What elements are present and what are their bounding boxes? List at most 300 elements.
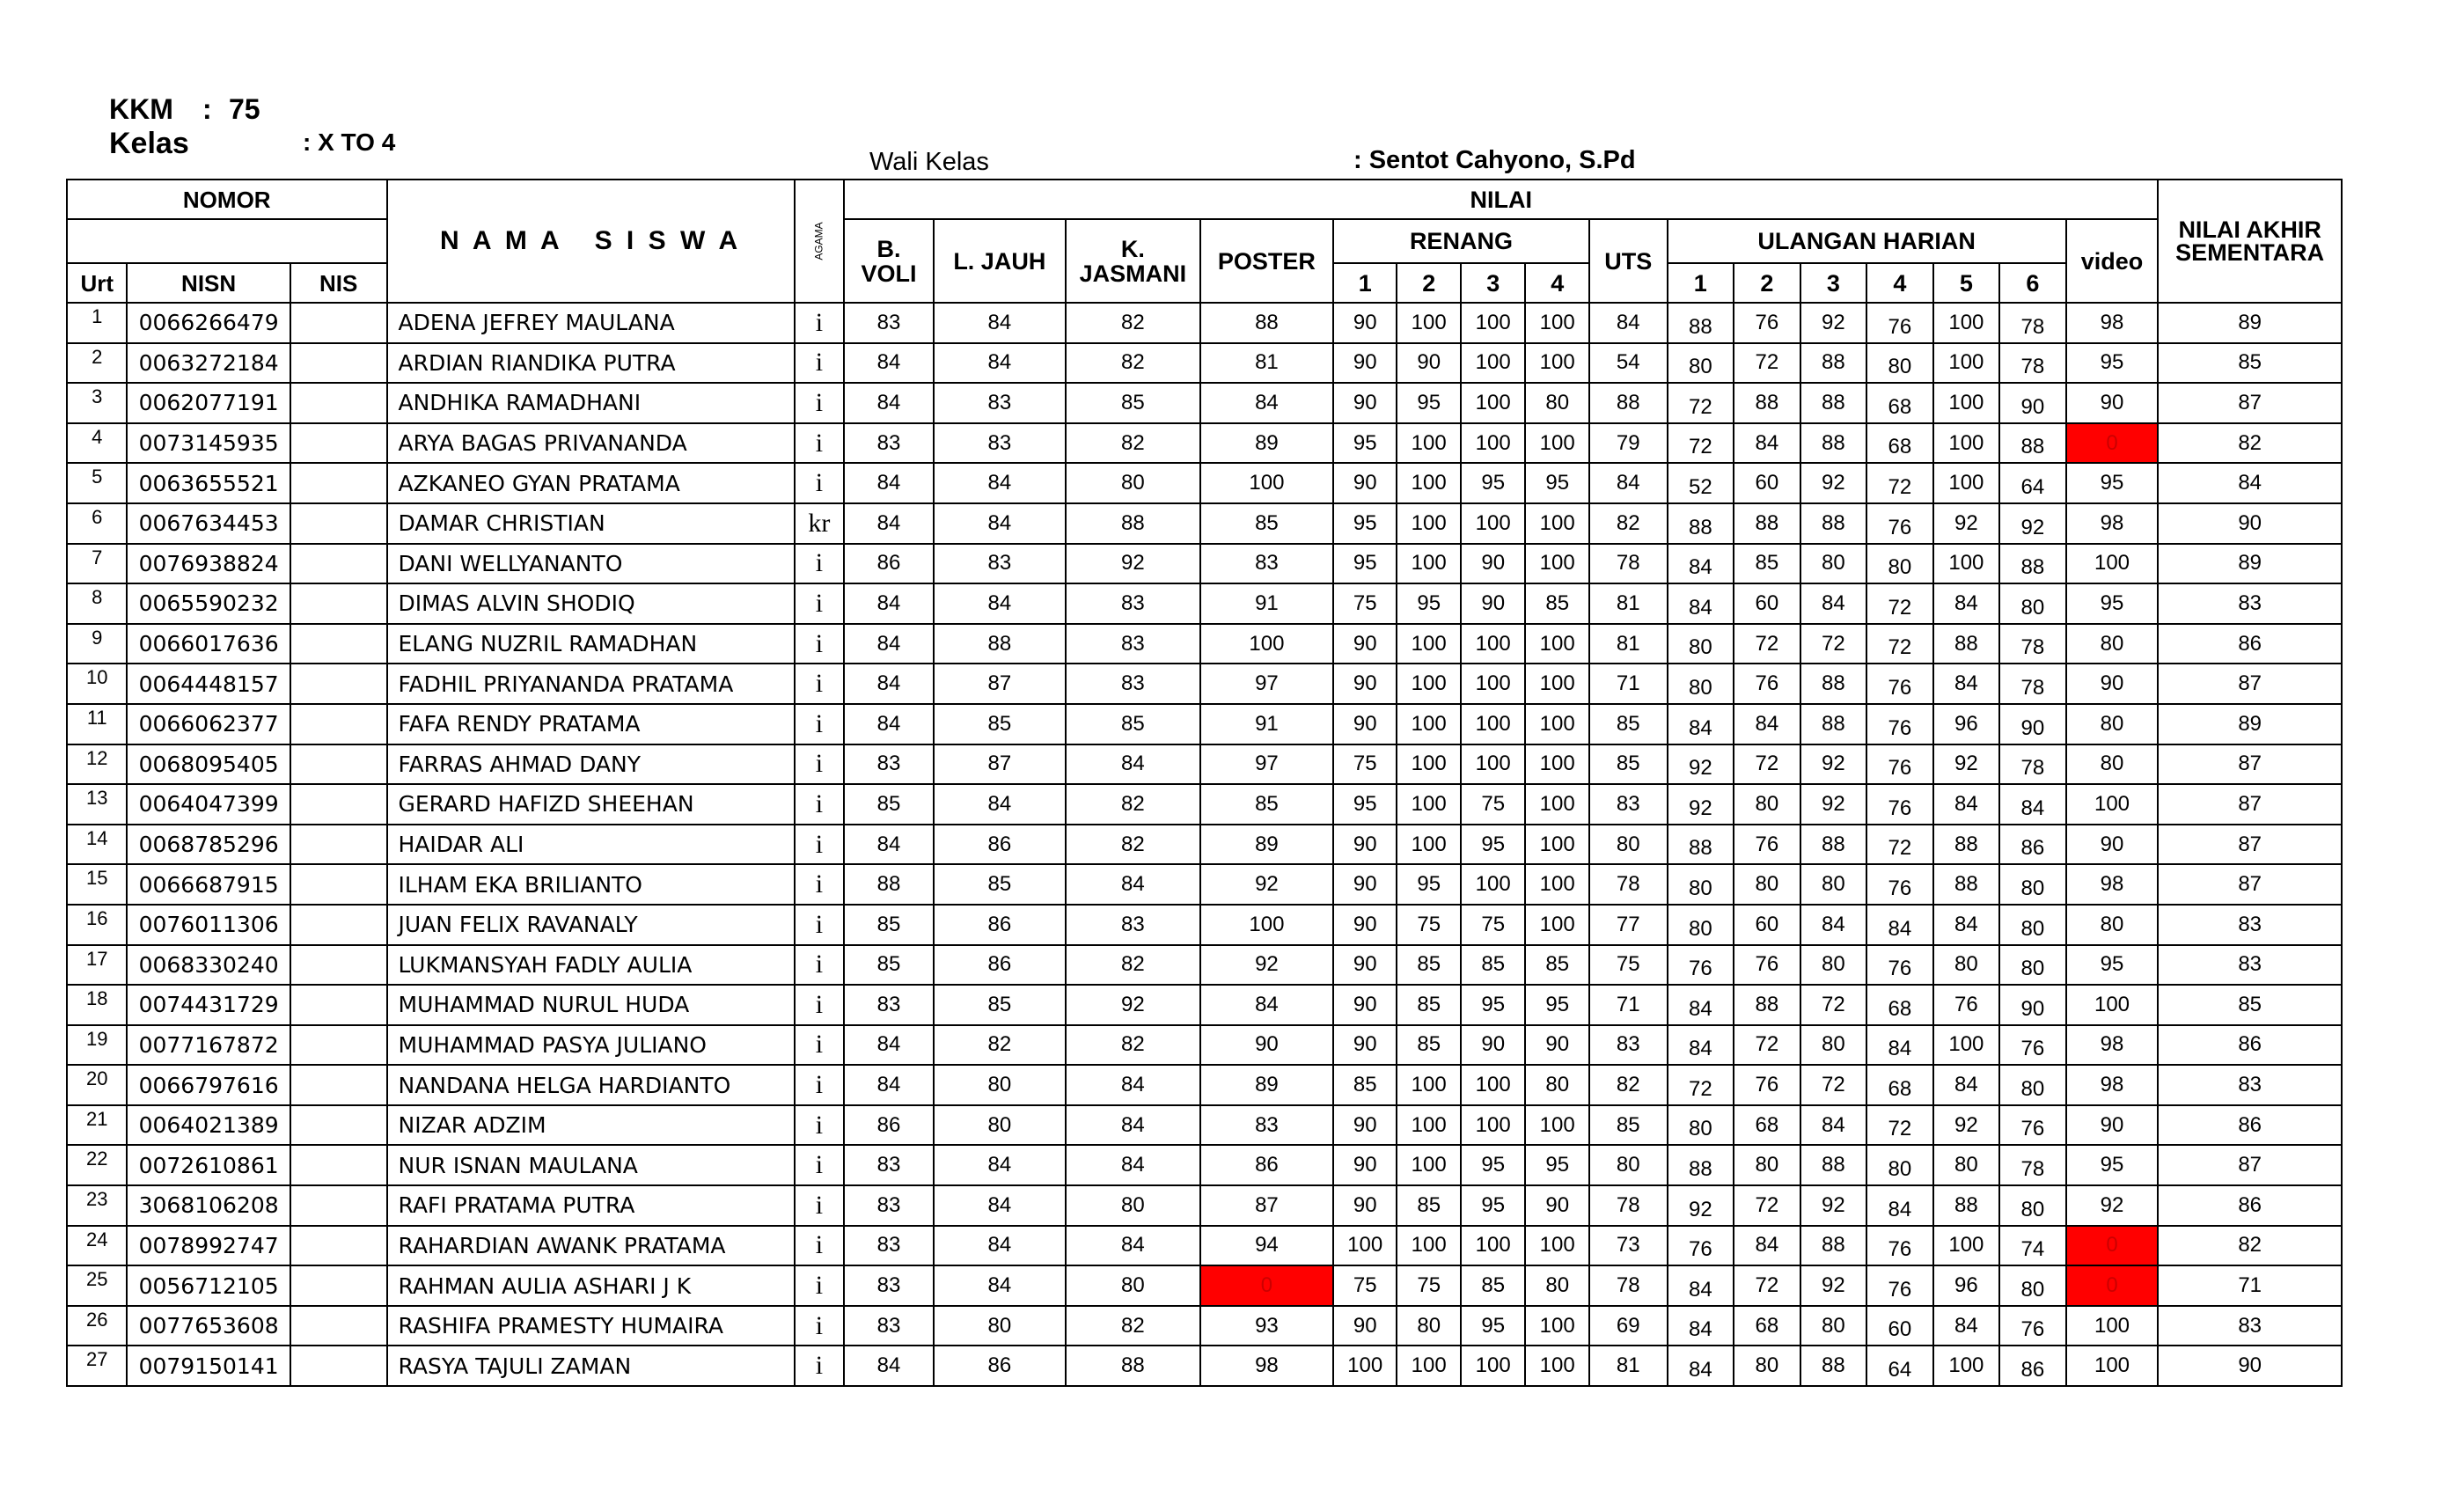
- b-voli-score: 85: [844, 945, 934, 986]
- uts-score: 84: [1589, 463, 1668, 503]
- nis-cell: [290, 825, 387, 865]
- k-jasmani-score: 82: [1066, 945, 1200, 986]
- ulangan-5-score: 88: [1933, 1185, 2000, 1226]
- video-score: 80: [2066, 744, 2159, 785]
- uts-score: 83: [1589, 784, 1668, 825]
- ulangan-3-score: 80: [1800, 544, 1867, 584]
- renang-4-score: 100: [1525, 1226, 1589, 1266]
- ulangan-4-score: 76: [1866, 1265, 1933, 1306]
- uts-score: 81: [1589, 624, 1668, 664]
- b-voli-line-2: VOLI: [861, 260, 917, 287]
- agama-cell: i: [795, 1145, 844, 1185]
- ulangan-3-score: 84: [1800, 583, 1867, 624]
- poster-score: 97: [1200, 664, 1333, 704]
- nisn-cell: 0064448157: [127, 664, 290, 704]
- nama-siswa-cell: FARRAS AHMAD DANY: [387, 744, 795, 785]
- renang-4-score: 100: [1525, 1306, 1589, 1346]
- nama-siswa-cell: RAHMAN AULIA ASHARI J K: [387, 1265, 795, 1306]
- ulangan-5-score: 100: [1933, 463, 2000, 503]
- ulangan-5-score: 80: [1933, 1145, 2000, 1185]
- nilai-akhir-score: 83: [2158, 905, 2342, 945]
- renang-2-score: 100: [1397, 704, 1461, 744]
- urt-cell: 12: [67, 744, 127, 785]
- ulangan-1-score: 84: [1668, 985, 1734, 1025]
- poster-score: 91: [1200, 704, 1333, 744]
- ulangan-4-score: 68: [1866, 383, 1933, 423]
- nilai-akhir-score: 83: [2158, 1065, 2342, 1105]
- table-row: [67, 583, 2342, 624]
- agama-cell: i: [795, 1226, 844, 1266]
- nis-cell: [290, 303, 387, 343]
- ulangan-3-score: 88: [1800, 1226, 1867, 1266]
- b-voli-score: 86: [844, 1105, 934, 1146]
- poster-score: 94: [1200, 1226, 1333, 1266]
- renang-2-score: 95: [1397, 383, 1461, 423]
- b-voli-score: 84: [844, 825, 934, 865]
- agama-cell: i: [795, 1265, 844, 1306]
- renang-sub-header: 2: [1397, 263, 1461, 303]
- ulangan-3-score: 88: [1800, 825, 1867, 865]
- ulangan-4-score: 68: [1866, 423, 1933, 464]
- renang-4-score: 100: [1525, 1346, 1589, 1386]
- renang-2-score: 75: [1397, 905, 1461, 945]
- urt-cell: 26: [67, 1306, 127, 1346]
- renang-2-score: 100: [1397, 1065, 1461, 1105]
- renang-3-score: 95: [1461, 825, 1526, 865]
- ulangan-5-score: 92: [1933, 1105, 2000, 1146]
- ulangan-2-score: 88: [1734, 985, 1800, 1025]
- b-voli-score: 83: [844, 985, 934, 1025]
- agama-cell: i: [795, 423, 844, 464]
- renang-1-score: 90: [1333, 343, 1397, 384]
- urt-cell: 23: [67, 1185, 127, 1226]
- renang-3-score: 85: [1461, 945, 1526, 986]
- renang-4-score: 100: [1525, 905, 1589, 945]
- ulangan-1-score: 80: [1668, 624, 1734, 664]
- k-jasmani-score: 82: [1066, 784, 1200, 825]
- renang-2-score: 100: [1397, 744, 1461, 785]
- renang-sub-header: 4: [1525, 263, 1589, 303]
- table-row: [67, 704, 2342, 744]
- ulangan-2-score: 85: [1734, 544, 1800, 584]
- agama-cell: i: [795, 864, 844, 905]
- ulangan-3-score: 72: [1800, 624, 1867, 664]
- nilai-akhir-score: 84: [2158, 463, 2342, 503]
- nis-cell: [290, 1025, 387, 1066]
- uts-header: UTS: [1589, 219, 1668, 303]
- ulangan-2-score: 72: [1734, 1025, 1800, 1066]
- table-row: [67, 423, 2342, 464]
- ulangan-6-score: 78: [1999, 1145, 2066, 1185]
- ulangan-1-score: 84: [1668, 1265, 1734, 1306]
- poster-score: 100: [1200, 463, 1333, 503]
- renang-1-score: 90: [1333, 664, 1397, 704]
- ulangan-1-score: 72: [1668, 1065, 1734, 1105]
- renang-1-score: 85: [1333, 1065, 1397, 1105]
- poster-score: 85: [1200, 784, 1333, 825]
- nama-siswa-cell: NIZAR ADZIM: [387, 1105, 795, 1146]
- ulangan-5-score: 84: [1933, 664, 2000, 704]
- urt-cell: 22: [67, 1145, 127, 1185]
- renang-1-score: 100: [1333, 1226, 1397, 1266]
- ulangan-4-score: 84: [1866, 1025, 1933, 1066]
- ulangan-6-score: 80: [1999, 1185, 2066, 1226]
- ulangan-6-score: 78: [1999, 343, 2066, 384]
- l-jauh-score: 80: [934, 1306, 1066, 1346]
- uts-score: 82: [1589, 503, 1668, 544]
- l-jauh-score: 84: [934, 303, 1066, 343]
- agama-cell: i: [795, 303, 844, 343]
- ulangan-2-score: 68: [1734, 1306, 1800, 1346]
- agama-cell: i: [795, 343, 844, 384]
- video-score: 98: [2066, 1065, 2159, 1105]
- agama-cell: i: [795, 383, 844, 423]
- uts-score: 54: [1589, 343, 1668, 384]
- kkm-colon: :: [202, 93, 212, 125]
- urt-cell: 24: [67, 1226, 127, 1266]
- ulangan-6-score: 78: [1999, 744, 2066, 785]
- renang-4-score: 100: [1525, 544, 1589, 584]
- b-voli-score: 83: [844, 1145, 934, 1185]
- nis-cell: [290, 624, 387, 664]
- urt-cell: 11: [67, 704, 127, 744]
- renang-3-score: 100: [1461, 624, 1526, 664]
- kelas-value: : X TO 4: [303, 128, 396, 156]
- renang-3-score: 100: [1461, 343, 1526, 384]
- k-jasmani-score: 80: [1066, 1185, 1200, 1226]
- nama-siswa-cell: NUR ISNAN MAULANA: [387, 1145, 795, 1185]
- video-score: 80: [2066, 624, 2159, 664]
- ulangan-1-score: 88: [1668, 825, 1734, 865]
- b-voli-score: 83: [844, 1306, 934, 1346]
- ulangan-1-score: 76: [1668, 1226, 1734, 1266]
- uts-score: 71: [1589, 664, 1668, 704]
- agama-cell: i: [795, 905, 844, 945]
- renang-4-score: 100: [1525, 664, 1589, 704]
- video-score: 98: [2066, 503, 2159, 544]
- l-jauh-score: 83: [934, 383, 1066, 423]
- table-row: [67, 1185, 2342, 1226]
- ulangan-5-score: 88: [1933, 825, 2000, 865]
- poster-score: 90: [1200, 1025, 1333, 1066]
- l-jauh-score: 80: [934, 1065, 1066, 1105]
- ulangan-1-score: 92: [1668, 784, 1734, 825]
- renang-3-score: 100: [1461, 1065, 1526, 1105]
- b-voli-score: 84: [844, 383, 934, 423]
- renang-1-score: 90: [1333, 624, 1397, 664]
- ulangan-4-score: 68: [1866, 1065, 1933, 1105]
- l-jauh-score: 84: [934, 1265, 1066, 1306]
- agama-cell: i: [795, 1065, 844, 1105]
- wali-kelas-label: Wali Kelas: [869, 148, 989, 176]
- table-row: [67, 1346, 2342, 1386]
- renang-4-score: 100: [1525, 704, 1589, 744]
- uts-score: 78: [1589, 544, 1668, 584]
- b-voli-score: 84: [844, 1065, 934, 1105]
- poster-score: 93: [1200, 1306, 1333, 1346]
- nisn-cell: 0068785296: [127, 825, 290, 865]
- urt-cell: 4: [67, 423, 127, 464]
- poster-score: 100: [1200, 624, 1333, 664]
- ulangan-1-score: 80: [1668, 343, 1734, 384]
- nilai-akhir-score: 83: [2158, 945, 2342, 986]
- poster-score: 91: [1200, 583, 1333, 624]
- table-row: [67, 1105, 2342, 1146]
- ulangan-1-score: 80: [1668, 905, 1734, 945]
- ulangan-4-score: 68: [1866, 985, 1933, 1025]
- renang-3-score: 100: [1461, 704, 1526, 744]
- ulangan-3-score: 72: [1800, 985, 1867, 1025]
- ulangan-2-score: 88: [1734, 503, 1800, 544]
- l-jauh-score: 85: [934, 985, 1066, 1025]
- renang-2-score: 100: [1397, 1105, 1461, 1146]
- ulangan-sub-header: 6: [1999, 263, 2066, 303]
- nama-siswa-header: N A M A S I S W A: [387, 180, 795, 303]
- ulangan-3-score: 88: [1800, 1346, 1867, 1386]
- b-voli-score: 83: [844, 303, 934, 343]
- ulangan-3-score: 88: [1800, 503, 1867, 544]
- ulangan-5-score: 84: [1933, 905, 2000, 945]
- renang-1-score: 90: [1333, 1306, 1397, 1346]
- ulangan-1-score: 84: [1668, 583, 1734, 624]
- nama-siswa-cell: DAMAR CHRISTIAN: [387, 503, 795, 544]
- k-jasmani-score: 83: [1066, 583, 1200, 624]
- renang-3-score: 95: [1461, 463, 1526, 503]
- urt-cell: 3: [67, 383, 127, 423]
- ulangan-4-score: 84: [1866, 905, 1933, 945]
- nisn-cell: 0078992747: [127, 1226, 290, 1266]
- ulangan-5-score: 76: [1933, 985, 2000, 1025]
- ulangan-6-score: 80: [1999, 864, 2066, 905]
- uts-score: 80: [1589, 1145, 1668, 1185]
- renang-1-score: 90: [1333, 704, 1397, 744]
- ulangan-2-score: 60: [1734, 463, 1800, 503]
- renang-1-score: 75: [1333, 583, 1397, 624]
- renang-3-score: 100: [1461, 1346, 1526, 1386]
- urt-cell: 17: [67, 945, 127, 986]
- nama-siswa-cell: ANDHIKA RAMADHANI: [387, 383, 795, 423]
- ulangan-1-score: 92: [1668, 1185, 1734, 1226]
- ulangan-2-score: 88: [1734, 383, 1800, 423]
- nama-siswa-cell: MUHAMMAD PASYA JULIANO: [387, 1025, 795, 1066]
- video-score: 98: [2066, 303, 2159, 343]
- urt-cell: 2: [67, 343, 127, 384]
- agama-cell: i: [795, 1105, 844, 1146]
- nama-siswa-cell: RAFI PRATAMA PUTRA: [387, 1185, 795, 1226]
- ulangan-5-score: 100: [1933, 303, 2000, 343]
- b-voli-score: 86: [844, 544, 934, 584]
- nis-cell: [290, 1185, 387, 1226]
- poster-score: 84: [1200, 383, 1333, 423]
- poster-score: 100: [1200, 905, 1333, 945]
- nisn-cell: 0064021389: [127, 1105, 290, 1146]
- ulangan-5-score: 84: [1933, 1065, 2000, 1105]
- l-jauh-score: 87: [934, 744, 1066, 785]
- agama-cell: i: [795, 744, 844, 785]
- l-jauh-header: L. JAUH: [934, 219, 1066, 303]
- nisn-cell: 0065590232: [127, 583, 290, 624]
- ulangan-2-score: 84: [1734, 423, 1800, 464]
- renang-2-score: 90: [1397, 343, 1461, 384]
- nilai-akhir-score: 87: [2158, 825, 2342, 865]
- ulangan-6-score: 76: [1999, 1105, 2066, 1146]
- nis-cell: [290, 1265, 387, 1306]
- nisn-cell: 0066797616: [127, 1065, 290, 1105]
- ulangan-5-score: 84: [1933, 1306, 2000, 1346]
- nilai-akhir-score: 82: [2158, 423, 2342, 464]
- ulangan-3-score: 88: [1800, 664, 1867, 704]
- l-jauh-score: 86: [934, 1346, 1066, 1386]
- k-jasmani-score: 84: [1066, 1065, 1200, 1105]
- ulangan-harian-header: ULANGAN HARIAN: [1668, 219, 2066, 263]
- nisn-cell: 0066687915: [127, 864, 290, 905]
- ulangan-2-score: 72: [1734, 1265, 1800, 1306]
- ulangan-3-score: 80: [1800, 864, 1867, 905]
- renang-1-score: 90: [1333, 1185, 1397, 1226]
- ulangan-4-score: 80: [1866, 343, 1933, 384]
- agama-cell: i: [795, 1025, 844, 1066]
- nilai-akhir-score: 87: [2158, 744, 2342, 785]
- ulangan-5-score: 100: [1933, 383, 2000, 423]
- ulangan-3-score: 84: [1800, 1105, 1867, 1146]
- nis-cell: [290, 1346, 387, 1386]
- kkm-label: KKM: [109, 93, 173, 125]
- video-score: 98: [2066, 1025, 2159, 1066]
- ulangan-6-score: 80: [1999, 1265, 2066, 1306]
- urt-cell: 27: [67, 1346, 127, 1386]
- ulangan-2-score: 72: [1734, 744, 1800, 785]
- nilai-akhir-score: 86: [2158, 1025, 2342, 1066]
- nama-siswa-cell: DANI WELLYANANTO: [387, 544, 795, 584]
- nilai-akhir-score: 87: [2158, 864, 2342, 905]
- l-jauh-score: 84: [934, 503, 1066, 544]
- k-jasmani-score: 83: [1066, 624, 1200, 664]
- nisn-cell: 0062077191: [127, 383, 290, 423]
- ulangan-3-score: 84: [1800, 905, 1867, 945]
- nilai-akhir-score: 86: [2158, 1185, 2342, 1226]
- l-jauh-score: 84: [934, 343, 1066, 384]
- nama-siswa-cell: NANDANA HELGA HARDIANTO: [387, 1065, 795, 1105]
- ulangan-3-score: 92: [1800, 784, 1867, 825]
- ulangan-3-score: 88: [1800, 423, 1867, 464]
- nama-siswa-cell: ILHAM EKA BRILIANTO: [387, 864, 795, 905]
- uts-score: 81: [1589, 1346, 1668, 1386]
- uts-score: 88: [1589, 383, 1668, 423]
- renang-1-score: 95: [1333, 544, 1397, 584]
- uts-score: 85: [1589, 704, 1668, 744]
- uts-score: 83: [1589, 1025, 1668, 1066]
- nilai-akhir-score: 82: [2158, 1226, 2342, 1266]
- ulangan-4-score: 80: [1866, 544, 1933, 584]
- nisn-cell: 0064047399: [127, 784, 290, 825]
- table-row: [67, 383, 2342, 423]
- table-row: [67, 825, 2342, 865]
- renang-2-score: 80: [1397, 1306, 1461, 1346]
- ulangan-6-score: 92: [1999, 503, 2066, 544]
- agama-cell: i: [795, 664, 844, 704]
- ulangan-6-score: 76: [1999, 1306, 2066, 1346]
- uts-score: 73: [1589, 1226, 1668, 1266]
- ulangan-sub-header: 2: [1734, 263, 1800, 303]
- poster-score: 92: [1200, 864, 1333, 905]
- renang-1-score: 90: [1333, 383, 1397, 423]
- renang-sub-header: 3: [1461, 263, 1526, 303]
- urt-cell: 5: [67, 463, 127, 503]
- urt-cell: 9: [67, 624, 127, 664]
- table-row: [67, 784, 2342, 825]
- ulangan-1-score: 84: [1668, 1346, 1734, 1386]
- ulangan-2-score: 80: [1734, 864, 1800, 905]
- video-score: 95: [2066, 463, 2159, 503]
- video-score: 95: [2066, 1145, 2159, 1185]
- agama-header: [795, 180, 844, 303]
- renang-4-score: 100: [1525, 744, 1589, 785]
- nama-siswa-cell: DIMAS ALVIN SHODIQ: [387, 583, 795, 624]
- renang-2-score: 85: [1397, 945, 1461, 986]
- renang-4-score: 100: [1525, 864, 1589, 905]
- urt-cell: 14: [67, 825, 127, 865]
- table-row: [67, 1226, 2342, 1266]
- table-row: [67, 1306, 2342, 1346]
- k-jasmani-score: 88: [1066, 1346, 1200, 1386]
- ulangan-6-score: 80: [1999, 945, 2066, 986]
- renang-3-score: 100: [1461, 864, 1526, 905]
- table-row: [67, 864, 2342, 905]
- renang-1-score: 75: [1333, 744, 1397, 785]
- renang-2-score: 100: [1397, 544, 1461, 584]
- nilai-akhir-score: 87: [2158, 784, 2342, 825]
- renang-3-score: 100: [1461, 744, 1526, 785]
- b-voli-score: 83: [844, 1226, 934, 1266]
- k-jasmani-line-2: JASMANI: [1079, 260, 1187, 287]
- l-jauh-score: 88: [934, 624, 1066, 664]
- b-voli-score: 84: [844, 503, 934, 544]
- table-row: [67, 945, 2342, 986]
- ulangan-2-score: 60: [1734, 905, 1800, 945]
- renang-1-score: 90: [1333, 864, 1397, 905]
- nilai-akhir-score: 86: [2158, 624, 2342, 664]
- ulangan-2-score: 80: [1734, 784, 1800, 825]
- ulangan-2-score: 60: [1734, 583, 1800, 624]
- b-voli-score: 84: [844, 704, 934, 744]
- nisn-cell: 0076938824: [127, 544, 290, 584]
- uts-score: 75: [1589, 945, 1668, 986]
- video-score: 100: [2066, 985, 2159, 1025]
- nisn-cell: 0066266479: [127, 303, 290, 343]
- renang-2-score: 85: [1397, 985, 1461, 1025]
- video-score: 90: [2066, 1105, 2159, 1146]
- uts-score: 77: [1589, 905, 1668, 945]
- ulangan-3-score: 72: [1800, 1065, 1867, 1105]
- renang-4-score: 80: [1525, 1265, 1589, 1306]
- nama-siswa-cell: ARYA BAGAS PRIVANANDA: [387, 423, 795, 464]
- ulangan-5-score: 84: [1933, 583, 2000, 624]
- renang-4-score: 95: [1525, 1145, 1589, 1185]
- nis-header: NIS: [290, 263, 387, 303]
- nis-cell: [290, 985, 387, 1025]
- agama-header-text: AGAMA: [812, 222, 825, 260]
- renang-3-score: 100: [1461, 1105, 1526, 1146]
- renang-3-score: 95: [1461, 985, 1526, 1025]
- k-jasmani-header: [1066, 219, 1200, 303]
- video-score: 100: [2066, 784, 2159, 825]
- l-jauh-score: 84: [934, 1185, 1066, 1226]
- ulangan-6-score: 80: [1999, 905, 2066, 945]
- ulangan-4-score: 84: [1866, 1185, 1933, 1226]
- nis-cell: [290, 544, 387, 584]
- l-jauh-score: 84: [934, 1145, 1066, 1185]
- ulangan-2-score: 68: [1734, 1105, 1800, 1146]
